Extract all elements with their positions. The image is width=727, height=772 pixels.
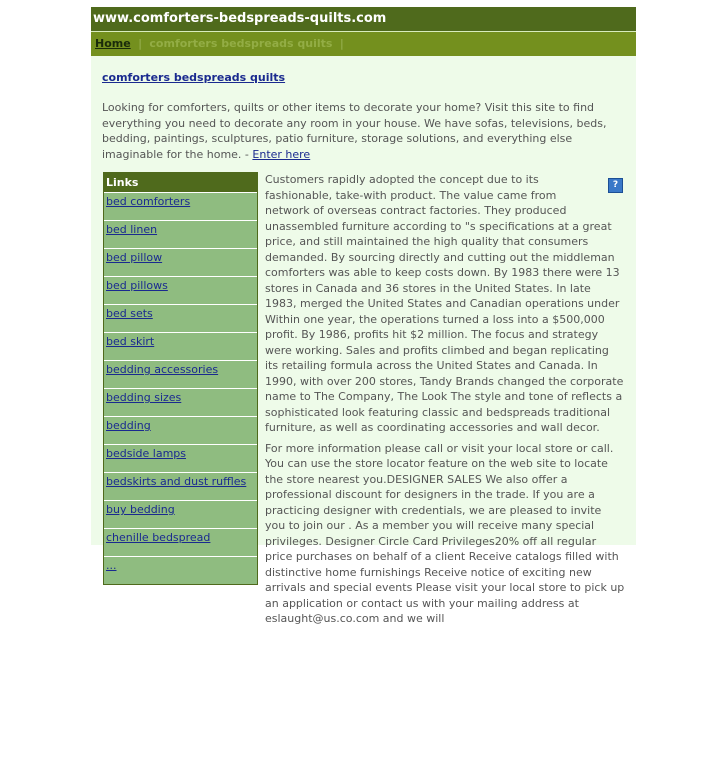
sidebar-link-bed-sets[interactable]: bed sets xyxy=(106,307,153,320)
list-item xyxy=(104,248,257,276)
sidebar-link-bed-pillows[interactable]: bed pillows xyxy=(106,279,168,292)
sidebar-link-bedside-lamps[interactable]: bedside lamps xyxy=(106,447,186,460)
sidebar-link-chenille-bedspread[interactable]: chenille bedspread xyxy=(106,531,211,544)
nav-separator: | xyxy=(138,37,142,50)
sidebar-link-bed-linen[interactable]: bed linen xyxy=(106,223,158,236)
question-icon[interactable]: ? xyxy=(608,178,623,193)
enter-here-link[interactable]: Enter here xyxy=(252,147,311,161)
sidebar-link-bedding-accessories[interactable]: bedding accessories xyxy=(106,363,219,376)
intro-text xyxy=(102,100,612,162)
sidebar-link-bed-skirt[interactable]: bed skirt xyxy=(106,335,155,348)
list-item xyxy=(104,444,257,472)
list-item xyxy=(104,276,257,304)
sidebar-link-bedding-sizes[interactable]: bedding sizes xyxy=(106,391,182,404)
list-item xyxy=(104,416,257,444)
sidebar-link-bed-comforters[interactable]: bed comforters xyxy=(106,195,191,208)
list-item xyxy=(104,500,257,528)
list-item xyxy=(104,388,257,416)
list-item xyxy=(104,332,257,360)
columns xyxy=(102,172,626,772)
sidebar-link-bedding[interactable]: bedding xyxy=(106,419,151,432)
intro-body: Looking for comforters, quilts or other items to decorate your home? Visit this site to find everything you need to decorate any room in your house. We have sofas, televisions, beds, bedding, paintings, sculptures, patio furniture, storage solutions, and everything else imaginable for the home. - xyxy=(102,101,607,161)
page-title[interactable]: comforters bedspreads quilts xyxy=(102,71,286,84)
list-item xyxy=(104,472,257,500)
list-item xyxy=(104,220,257,248)
site-title: www.comforters-bedspreads-quilts.com xyxy=(93,11,387,26)
home-link[interactable]: Home xyxy=(95,37,131,50)
sidebar-link-bedskirts[interactable]: bedskirts and dust ruffles xyxy=(106,475,247,488)
links-sidebar xyxy=(103,172,258,585)
nav-separator-trailing: | xyxy=(339,37,344,50)
list-item xyxy=(104,192,257,220)
sidebar-link-bed-pillow[interactable]: bed pillow xyxy=(106,251,163,264)
site-header xyxy=(91,7,636,31)
content-area xyxy=(91,56,636,772)
paragraph: For more information please call or visit your local store or call. You can use the store locator feature on the web site to locate the store nearest you.DESIGNER SALES We also offer a professional discount for designers in the trade. If you are a practicing designer with credentials, we are pleased to invite you to join our . As a member you will receive many special privileges. Designer Circle Card Privileges20% off all regular price purchases on behalf of a client Receive catalogs filled with distinctive home furnishings Receive notice of exciting new arrivals and special events Please visit your local store to pick up an application or contact us with your mailing address at eslaught@us.co.com and we will xyxy=(265,441,625,625)
sidebar-link-more[interactable]: ... xyxy=(106,559,117,572)
list-item xyxy=(104,556,257,584)
main-text xyxy=(265,172,625,632)
list-item xyxy=(104,304,257,332)
links-heading: Links xyxy=(104,173,257,192)
page-container xyxy=(91,7,636,625)
breadcrumb: comforters bedspreads quilts xyxy=(149,37,333,50)
nav-bar xyxy=(91,31,636,56)
sidebar-link-buy-bedding[interactable]: buy bedding xyxy=(106,503,175,516)
list-item xyxy=(104,360,257,388)
list-item xyxy=(104,528,257,556)
paragraph: Customers rapidly adopted the concept due to its fashionable, take-with product. The value came from network of overseas contract factories. They produced unassembled furniture according to "s specifications at a great price, and still maintained the high quality that consumers demanded. By sourcing directly and cutting out the middleman comforters was able to keep costs down. By 1983 there were 13 stores in Canada and 36 stores in the United States. In late 1983, merged the United States and Canadian operations under Within one year, the operations turned a loss into a $500,000 profit. By 1986, profits hit $2 million. The focus and strategy were working. Sales and profits climbed and began replicating its retailing formula across the United States and Canada. In 1990, with over 200 stores, Tandy Brands changed the corporate name to The Company, The Look The style and tone of reflects a sophisticated look featuring classic and bedspreads traditional furniture, as well as coordinating accessories and wall decor. xyxy=(265,173,624,434)
